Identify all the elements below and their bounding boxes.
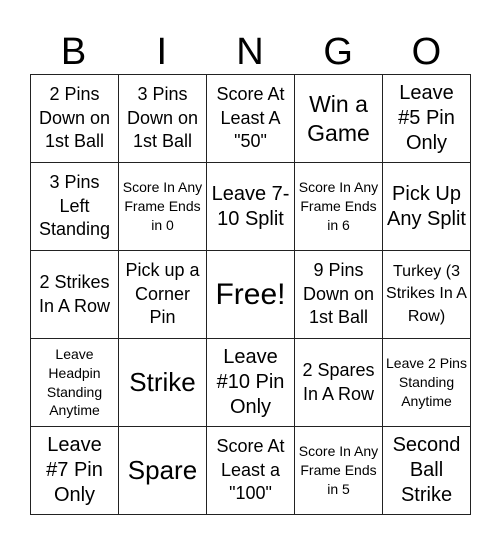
header-letter-g: G xyxy=(323,31,354,73)
bingo-cell[interactable] xyxy=(207,75,295,163)
cell-label: Leave Headpin Standing Anytime xyxy=(46,345,103,419)
cell-label: Pick Up Any Split xyxy=(387,182,466,230)
cell-label: Score In Any Frame Ends in 6 xyxy=(298,179,379,233)
cell-label: Leave #5 Pin Only xyxy=(398,82,455,154)
bingo-grid xyxy=(30,74,471,515)
bingo-cell[interactable] xyxy=(207,427,295,515)
cell-label: Spare xyxy=(127,455,198,486)
cell-label: Leave #7 Pin Only xyxy=(46,434,103,506)
bingo-cell[interactable] xyxy=(295,251,383,339)
cell-label: Turkey (3 Strikes In A Row) xyxy=(386,262,467,325)
bingo-cell[interactable] xyxy=(295,427,383,515)
bingo-cell[interactable] xyxy=(207,339,295,427)
bingo-cell[interactable] xyxy=(119,163,207,251)
cell-label: Pick up a Corner Pin xyxy=(125,260,200,328)
bingo-cell[interactable] xyxy=(31,163,119,251)
cell-label: 3 Pins Down on 1st Ball xyxy=(126,84,199,152)
header-letter-i: I xyxy=(156,31,169,73)
cell-label: 3 Pins Left Standing xyxy=(38,172,111,240)
bingo-header xyxy=(30,30,471,74)
cell-label: 2 Pins Down on 1st Ball xyxy=(38,84,111,152)
cell-label: Second Ball Strike xyxy=(392,434,461,506)
cell-label: Score At Least A "50" xyxy=(216,84,285,152)
cell-label: Strike xyxy=(129,367,196,398)
bingo-cell[interactable] xyxy=(383,339,471,427)
cell-label: Score At Least a "100" xyxy=(216,436,285,504)
cell-label: Leave 2 Pins Standing Anytime xyxy=(386,355,467,409)
header-letter-b: B xyxy=(60,31,88,73)
bingo-cell[interactable] xyxy=(383,427,471,515)
cell-label: 2 Strikes In A Row xyxy=(38,272,111,316)
cell-label: Win a Game xyxy=(307,90,370,146)
bingo-cell[interactable] xyxy=(31,75,119,163)
bingo-cell[interactable] xyxy=(383,163,471,251)
bingo-cell-free[interactable] xyxy=(207,251,295,339)
bingo-cell[interactable] xyxy=(31,339,119,427)
bingo-cell[interactable] xyxy=(383,75,471,163)
bingo-cell[interactable] xyxy=(119,251,207,339)
header-letter-o: O xyxy=(411,31,443,73)
bingo-cell[interactable] xyxy=(119,339,207,427)
bingo-cell[interactable] xyxy=(119,427,207,515)
bingo-cell[interactable] xyxy=(31,251,119,339)
header-letter-n: N xyxy=(236,31,265,73)
bingo-cell[interactable] xyxy=(31,427,119,515)
cell-label: Score In Any Frame Ends in 0 xyxy=(122,179,203,233)
bingo-cell[interactable] xyxy=(295,339,383,427)
bingo-cell[interactable] xyxy=(383,251,471,339)
bingo-cell[interactable] xyxy=(207,163,295,251)
cell-label: Free! xyxy=(215,277,286,311)
cell-label: Leave 7-10 Split xyxy=(211,182,290,230)
cell-label: 9 Pins Down on 1st Ball xyxy=(302,260,375,328)
cell-label: 2 Spares In A Row xyxy=(302,360,375,404)
bingo-cell[interactable] xyxy=(295,163,383,251)
cell-label: Leave #10 Pin Only xyxy=(216,346,285,418)
bingo-cell[interactable] xyxy=(295,75,383,163)
bingo-cell[interactable] xyxy=(119,75,207,163)
cell-label: Score In Any Frame Ends in 5 xyxy=(298,443,379,497)
